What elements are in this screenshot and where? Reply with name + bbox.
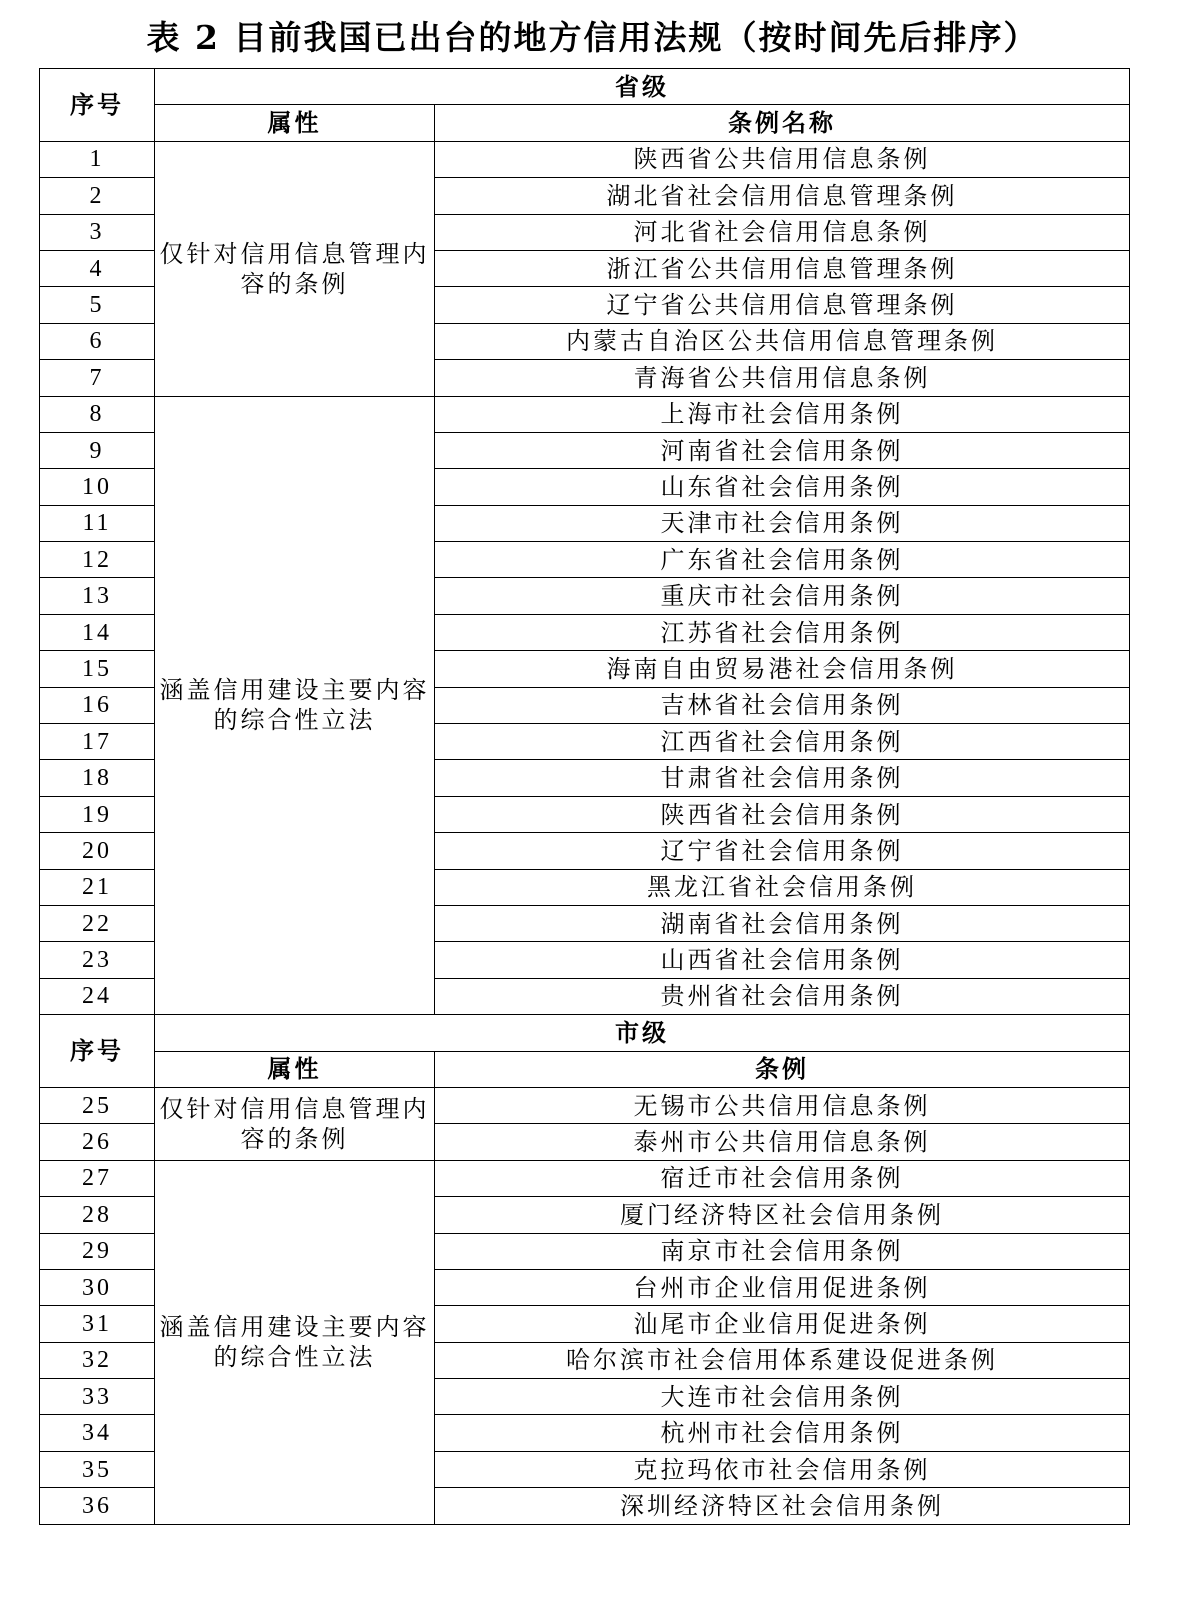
regulation-name: 哈尔滨市社会信用体系建设促进条例 [435, 1342, 1130, 1378]
seq-number: 28 [40, 1197, 155, 1233]
seq-number: 24 [40, 978, 155, 1014]
seq-number: 11 [40, 505, 155, 541]
regulation-name: 上海市社会信用条例 [435, 396, 1130, 432]
seq-number: 8 [40, 396, 155, 432]
seq-number: 33 [40, 1379, 155, 1415]
regulation-name: 山东省社会信用条例 [435, 469, 1130, 505]
regulation-name: 无锡市公共信用信息条例 [435, 1087, 1130, 1123]
column-header-row [40, 1051, 1130, 1087]
seq-number: 9 [40, 432, 155, 468]
seq-number: 20 [40, 833, 155, 869]
regulation-name: 南京市社会信用条例 [435, 1233, 1130, 1269]
regulation-name: 泰州市公共信用信息条例 [435, 1124, 1130, 1160]
regulations-table [39, 68, 1130, 1525]
level-header: 省级 [155, 69, 1130, 105]
regulation-name: 陕西省社会信用条例 [435, 796, 1130, 832]
regulation-name: 大连市社会信用条例 [435, 1379, 1130, 1415]
seq-number: 13 [40, 578, 155, 614]
seq-number: 2 [40, 178, 155, 214]
regulation-name: 河南省社会信用条例 [435, 432, 1130, 468]
regulation-name: 贵州省社会信用条例 [435, 978, 1130, 1014]
seq-number: 6 [40, 323, 155, 359]
table-row [40, 1160, 1130, 1196]
regulation-name: 湖南省社会信用条例 [435, 905, 1130, 941]
regulation-name: 杭州市社会信用条例 [435, 1415, 1130, 1451]
regulation-name: 克拉玛依市社会信用条例 [435, 1451, 1130, 1487]
regulation-name: 辽宁省公共信用信息管理条例 [435, 287, 1130, 323]
regulation-name: 浙江省公共信用信息管理条例 [435, 250, 1130, 286]
column-header-row [40, 105, 1130, 141]
name-header: 条例 [435, 1051, 1130, 1087]
regulation-name: 江西省社会信用条例 [435, 724, 1130, 760]
regulation-name: 台州市企业信用促进条例 [435, 1269, 1130, 1305]
attribute-header: 属性 [155, 1051, 435, 1087]
regulation-name: 深圳经济特区社会信用条例 [435, 1488, 1130, 1524]
regulation-name: 内蒙古自治区公共信用信息管理条例 [435, 323, 1130, 359]
regulation-name: 山西省社会信用条例 [435, 942, 1130, 978]
regulation-name: 湖北省社会信用信息管理条例 [435, 178, 1130, 214]
seq-number: 23 [40, 942, 155, 978]
seq-number: 31 [40, 1306, 155, 1342]
regulation-name: 陕西省公共信用信息条例 [435, 141, 1130, 177]
regulation-name: 辽宁省社会信用条例 [435, 833, 1130, 869]
regulation-name: 天津市社会信用条例 [435, 505, 1130, 541]
seq-number: 25 [40, 1087, 155, 1123]
section-header-row [40, 1015, 1130, 1051]
seq-number: 7 [40, 360, 155, 396]
regulation-name: 江苏省社会信用条例 [435, 614, 1130, 650]
regulation-name: 宿迁市社会信用条例 [435, 1160, 1130, 1196]
seq-number: 18 [40, 760, 155, 796]
table-row [40, 396, 1130, 432]
section-header-row [40, 69, 1130, 105]
regulation-name: 吉林省社会信用条例 [435, 687, 1130, 723]
seq-number: 17 [40, 724, 155, 760]
attribute-header: 属性 [155, 105, 435, 141]
seq-number: 4 [40, 250, 155, 286]
seq-number: 36 [40, 1488, 155, 1524]
regulation-name: 厦门经济特区社会信用条例 [435, 1197, 1130, 1233]
regulation-name: 甘肃省社会信用条例 [435, 760, 1130, 796]
seq-number: 21 [40, 869, 155, 905]
attribute-cell: 仅针对信用信息管理内容的条例 [155, 141, 435, 396]
attribute-cell: 涵盖信用建设主要内容的综合性立法 [155, 396, 435, 1015]
name-header: 条例名称 [435, 105, 1130, 141]
regulation-name: 汕尾市企业信用促进条例 [435, 1306, 1130, 1342]
seq-number: 3 [40, 214, 155, 250]
seq-number: 22 [40, 905, 155, 941]
seq-number: 34 [40, 1415, 155, 1451]
seq-number: 27 [40, 1160, 155, 1196]
seq-number: 16 [40, 687, 155, 723]
attribute-cell: 仅针对信用信息管理内容的条例 [155, 1087, 435, 1160]
seq-number: 1 [40, 141, 155, 177]
seq-number: 10 [40, 469, 155, 505]
seq-header: 序号 [40, 1015, 155, 1088]
attribute-cell: 涵盖信用建设主要内容的综合性立法 [155, 1160, 435, 1524]
regulation-name: 河北省社会信用信息条例 [435, 214, 1130, 250]
seq-header: 序号 [40, 69, 155, 142]
table-row [40, 1087, 1130, 1123]
regulation-name: 海南自由贸易港社会信用条例 [435, 651, 1130, 687]
seq-number: 35 [40, 1451, 155, 1487]
seq-number: 32 [40, 1342, 155, 1378]
seq-number: 29 [40, 1233, 155, 1269]
regulation-name: 黑龙江省社会信用条例 [435, 869, 1130, 905]
regulation-name: 重庆市社会信用条例 [435, 578, 1130, 614]
seq-number: 5 [40, 287, 155, 323]
seq-number: 26 [40, 1124, 155, 1160]
regulation-name: 青海省公共信用信息条例 [435, 360, 1130, 396]
seq-number: 30 [40, 1269, 155, 1305]
table-row [40, 141, 1130, 177]
seq-number: 12 [40, 542, 155, 578]
level-header: 市级 [155, 1015, 1130, 1051]
seq-number: 15 [40, 651, 155, 687]
regulation-name: 广东省社会信用条例 [435, 542, 1130, 578]
seq-number: 19 [40, 796, 155, 832]
table-title: 表 2 目前我国已出台的地方信用法规（按时间先后排序） [146, 18, 1039, 57]
seq-number: 14 [40, 614, 155, 650]
